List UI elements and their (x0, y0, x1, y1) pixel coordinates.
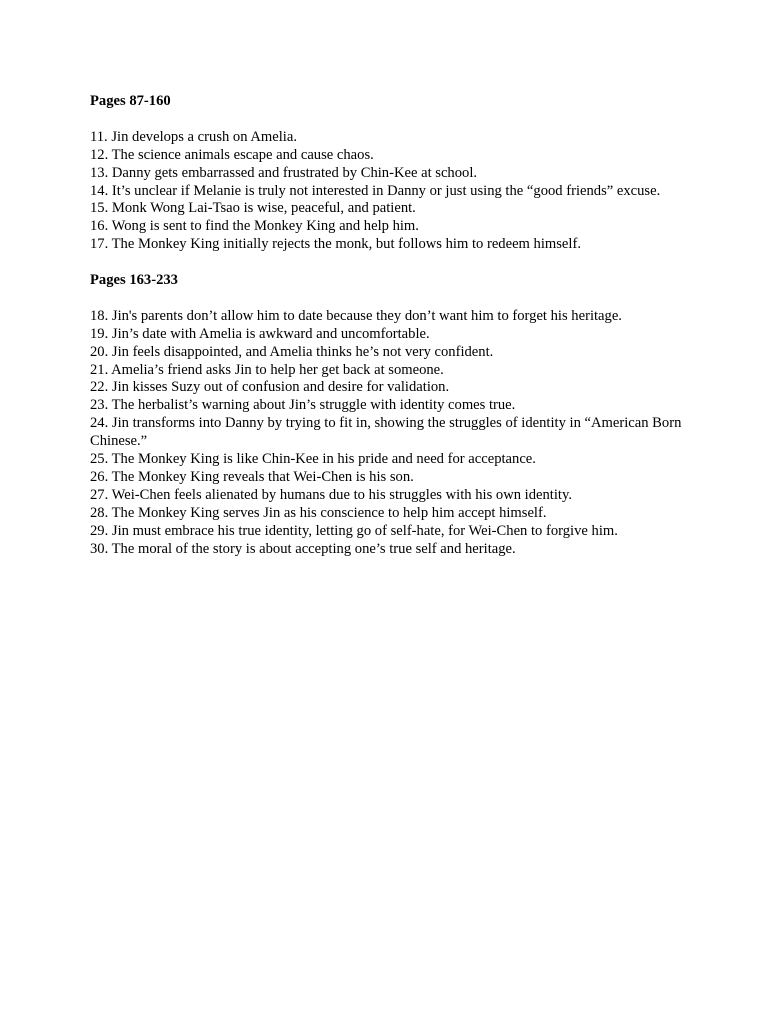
item-list (90, 308, 690, 559)
list-item: 14. It’s unclear if Melanie is truly not interested in Danny or just using the “good friends” excuse. (90, 182, 661, 199)
list-item: 25. The Monkey King is like Chin-Kee in his pride and need for acceptance. (90, 451, 536, 468)
list-item: 30. The moral of the story is about accepting one’s true self and heritage. (90, 540, 516, 557)
section-pages-87-160 (90, 93, 690, 254)
list-item: 16. Wong is sent to find the Monkey King and help him. (90, 218, 419, 235)
section-pages-163-233 (90, 272, 690, 558)
document-page (90, 93, 690, 576)
list-item: 24. Jin transforms into Danny by trying to fit in, showing the struggles of identity in “American Born Chinese.” (90, 415, 682, 450)
list-item: 20. Jin feels disappointed, and Amelia thinks he’s not very confident. (90, 343, 494, 360)
section-heading: Pages 163-233 (90, 272, 178, 289)
item-list (90, 129, 690, 254)
list-item: 26. The Monkey King reveals that Wei-Chen is his son. (90, 468, 414, 485)
list-item: 11. Jin develops a crush on Amelia. (90, 128, 297, 145)
list-item: 29. Jin must embrace his true identity, letting go of self-hate, for Wei-Chen to forgive him. (90, 522, 618, 539)
list-item: 13. Danny gets embarrassed and frustrated by Chin-Kee at school. (90, 164, 478, 181)
list-item: 12. The science animals escape and cause chaos. (90, 146, 374, 163)
list-item: 15. Monk Wong Lai-Tsao is wise, peaceful, and patient. (90, 200, 416, 217)
list-item: 17. The Monkey King initially rejects the monk, but follows him to redeem himself. (90, 236, 581, 253)
list-item: 18. Jin's parents don’t allow him to date because they don’t want him to forget his heritage. (90, 307, 622, 324)
list-item: 19. Jin’s date with Amelia is awkward and uncomfortable. (90, 325, 430, 342)
list-item: 22. Jin kisses Suzy out of confusion and desire for validation. (90, 379, 450, 396)
list-item: 27. Wei-Chen feels alienated by humans due to his struggles with his own identity. (90, 486, 572, 503)
list-item: 28. The Monkey King serves Jin as his conscience to help him accept himself. (90, 504, 547, 521)
list-item: 23. The herbalist’s warning about Jin’s struggle with identity comes true. (90, 397, 516, 414)
list-item: 21. Amelia’s friend asks Jin to help her get back at someone. (90, 361, 444, 378)
section-heading: Pages 87-160 (90, 93, 171, 109)
